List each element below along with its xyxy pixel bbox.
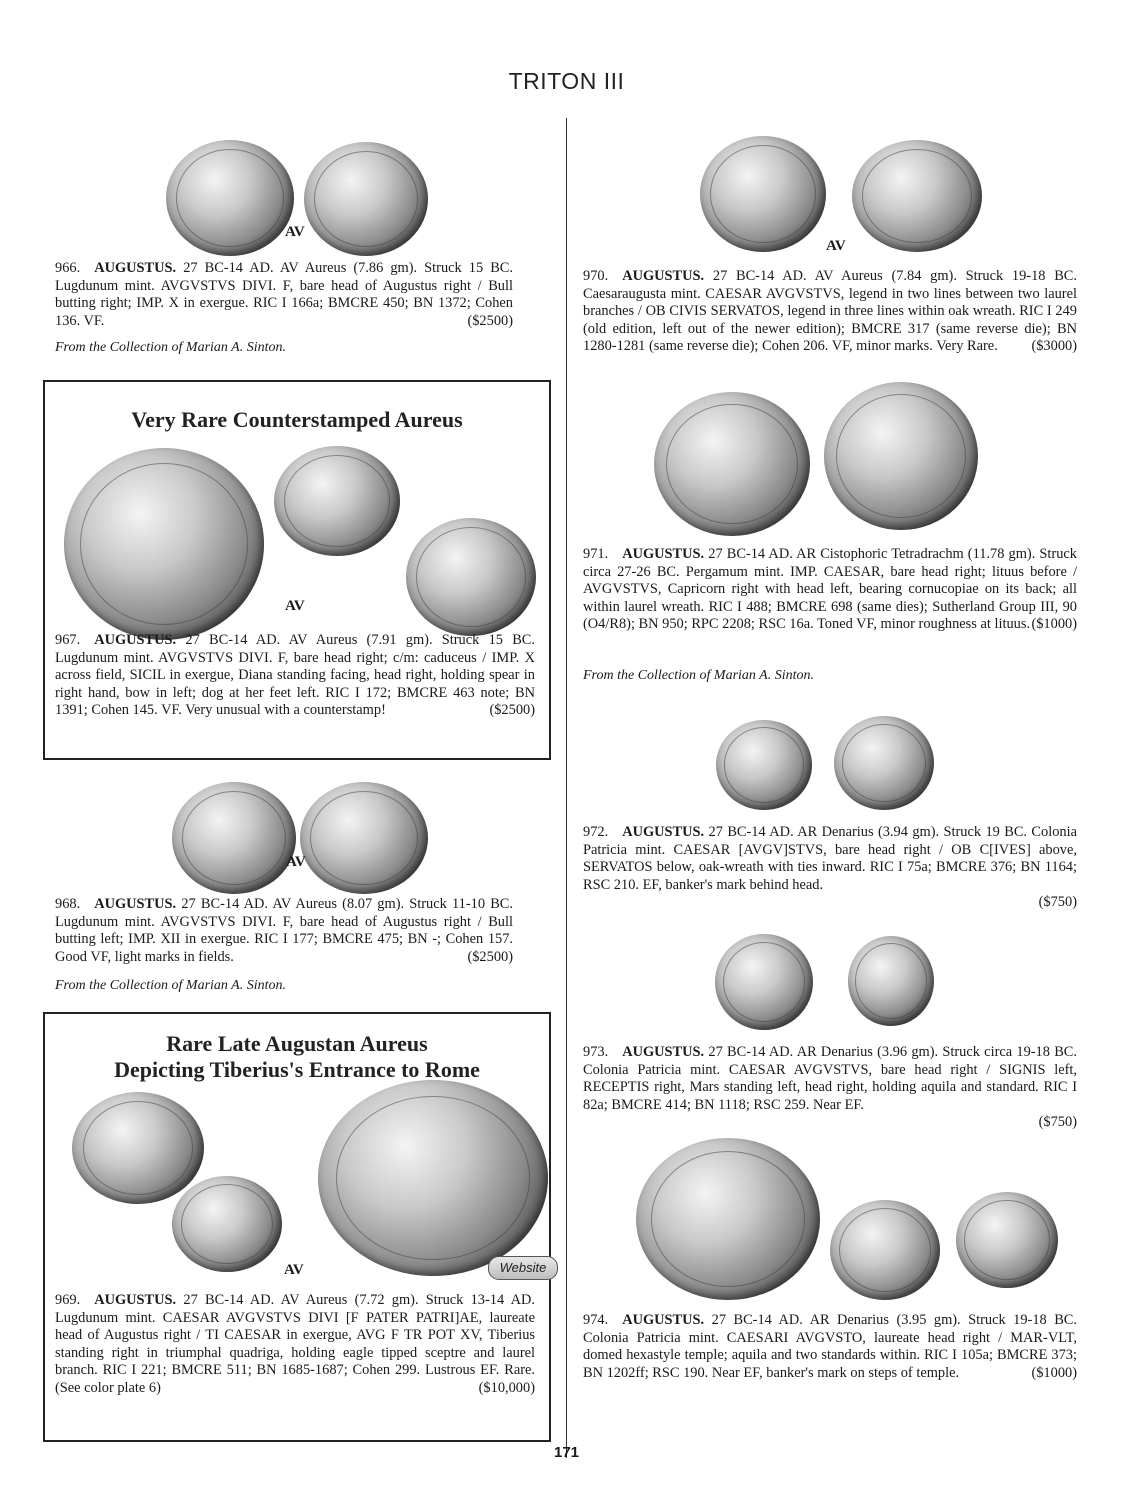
lot-price: ($2500) — [467, 312, 513, 329]
coin-973-reverse-image — [848, 936, 934, 1026]
coin-974-obverse-image — [830, 1200, 940, 1300]
coin-970-reverse-image — [852, 140, 982, 252]
lot-ruler: AUGUSTUS. — [622, 546, 705, 562]
lot-974-description — [583, 1312, 1077, 1382]
coin-970-obverse-image — [700, 136, 826, 252]
lot-ruler: AUGUSTUS. — [622, 1312, 705, 1328]
lot-number: 971. — [583, 546, 609, 562]
coin-972-reverse-image — [834, 716, 934, 810]
lot-number: 969. — [55, 1292, 81, 1308]
coin-971-obverse-image — [654, 392, 810, 536]
lot-966-description — [55, 260, 513, 330]
coin-969-obverse-image — [72, 1092, 204, 1204]
page-header-title: TRITON III — [508, 68, 625, 94]
lot-ruler: AUGUSTUS. — [94, 260, 177, 276]
lot-ruler: AUGUSTUS. — [622, 824, 705, 840]
lot-ruler: AUGUSTUS. — [622, 268, 705, 284]
lot-number: 974. — [583, 1312, 609, 1328]
lot-text: 27 BC-14 AD. AR Denarius (3.96 gm). Struck circa 19-18 BC. Colonia Patricia mint. CAESAR AVGVSTVS, bare head right / SIGNIS left, RECEPTIS right, Mars standing left, head right, holding aquila and standard. RIC I 82a; BMCRE 414; BN 1118; RSC 259. Near EF. — [583, 1044, 1077, 1113]
coin-967-obverse-image — [274, 446, 400, 556]
coin-974-obverse-large-image — [636, 1138, 820, 1300]
lot-price: ($2500) — [467, 948, 513, 965]
lot-ruler: AUGUSTUS. — [622, 1044, 705, 1060]
coin-966-reverse-image — [304, 142, 428, 256]
metal-label-968: AV — [286, 854, 306, 870]
website-badge[interactable]: Website — [488, 1256, 558, 1280]
lot-number: 973. — [583, 1044, 609, 1060]
box-title-969-line2: Depicting Tiberius's Entrance to Rome — [114, 1057, 480, 1082]
metal-label-967: AV — [285, 598, 305, 614]
lot-968-provenance: From the Collection of Marian A. Sinton. — [55, 978, 286, 993]
lot-text: 27 BC-14 AD. AR Denarius (3.95 gm). Struck 19-18 BC. Colonia Patricia mint. CAESARI AVGVSTO, laureate head right / MAR-VLT, domed hexastyle temple; aquila and two standards within. RIC I 105a; BMCRE 373; BN 1202ff; RSC 190. Near EF, banker's mark on steps of temple. — [583, 1312, 1077, 1381]
lot-text: 27 BC-14 AD. AR Cistophoric Tetradrachm (11.78 gm). Struck circa 27-26 BC. Pergamum mint. IMP. CAESAR, bare head right; lituus before / AVGVSTVS, Capricorn right with head left, bearing cornucopiae on its back; all within laurel wreath. RIC I 488; BMCRE 698 (same dies); Sutherland Group III, 90 (O4/R8); BN 950; RPC 2208; RSC 16a. Toned VF, minor roughness at lituus. — [583, 546, 1077, 633]
coin-966-obverse-image — [166, 140, 294, 256]
coin-968-obverse-image — [172, 782, 296, 894]
lot-text: 27 BC-14 AD. AV Aureus (7.84 gm). Struck 19-18 BC. Caesaraugusta mint. CAESAR AVGVSTVS, legend in two lines between two laurel branches / OB CIVIS SERVATOS, legend in three lines within oak wreath. RIC I 249 (old edition, left out of the newer edition); BMCRE 317 (same reverse die); BN 1280-1281 (same reverse die); Cohen 206. VF, minor marks. Very Rare. — [583, 268, 1077, 355]
lot-number: 967. — [55, 632, 81, 648]
lot-price: ($2500) — [489, 702, 535, 719]
coin-973-obverse-image — [715, 934, 813, 1030]
lot-969-description — [55, 1292, 535, 1398]
lot-971-description — [583, 546, 1077, 634]
column-divider — [566, 118, 567, 1458]
coin-969-reverse-small-image — [172, 1176, 282, 1272]
coin-974-reverse-image — [956, 1192, 1058, 1288]
coin-971-reverse-image — [824, 382, 978, 530]
metal-label-966: AV — [285, 224, 305, 240]
lot-price: ($750) — [1038, 1114, 1077, 1131]
lot-price: ($10,000) — [478, 1379, 535, 1396]
lot-text: 27 BC-14 AD. AV Aureus (7.72 gm). Struck 13-14 AD. Lugdunum mint. CAESAR AVGVSTVS DIVI [F PATER PATRI]AE, laureate head of Augustus right / TI CAESAR in exergue, AVG F TR POT XV, Tiberius standing right in triumphal quadriga, holding eagle tipped sceptre and laurel branch. RIC I 221; BMCRE 511; BN 1685-1687; Cohen 299. Lustrous EF. Rare. (See color plate 6) — [55, 1292, 535, 1396]
lot-973-description — [583, 1044, 1077, 1132]
lot-971-provenance: From the Collection of Marian A. Sinton. — [583, 668, 814, 683]
lot-ruler: AUGUSTUS. — [94, 896, 177, 912]
coin-969-reverse-large-image — [318, 1080, 548, 1276]
lot-number: 966. — [55, 260, 81, 276]
lot-price: ($750) — [1038, 894, 1077, 911]
lot-text: 27 BC-14 AD. AV Aureus (7.91 gm). Struck 15 BC. Lugdunum mint. AVGVSTVS DIVI. F, bare head right; c/m: caduceus / IMP. X across field, SICIL in exergue, Diana standing facing, head right, holding spear in right hand, bow in left; dog at her feet left. RIC I 172; BMCRE 463 note; BN 1391; Cohen 145. VF. Very unusual with a counterstamp! — [55, 632, 535, 719]
coin-967-reverse-image — [406, 518, 536, 636]
lot-price: ($3000) — [1031, 338, 1077, 355]
lot-ruler: AUGUSTUS. — [94, 632, 177, 648]
lot-number: 972. — [583, 824, 609, 840]
page-number: 171 — [553, 1444, 580, 1461]
coin-967-obverse-large-image — [64, 448, 264, 640]
lot-price: ($1000) — [1031, 1364, 1077, 1381]
lot-972-description — [583, 824, 1077, 912]
coin-968-reverse-image — [300, 782, 428, 894]
coin-972-obverse-image — [716, 720, 812, 810]
lot-text: 27 BC-14 AD. AV Aureus (8.07 gm). Struck 11-10 BC. Lugdunum mint. AVGVSTVS DIVI. F, bare head of Augustus right / Bull butting left; IMP. XII in exergue. RIC I 177; BMCRE 475; BN -; Cohen 157. Good VF, light marks in fields. — [55, 896, 513, 965]
metal-label-969: AV — [284, 1262, 304, 1278]
lot-text: 27 BC-14 AD. AR Denarius (3.94 gm). Struck 19 BC. Colonia Patricia mint. CAESAR [AVGV]STVS, bare head right / OB C[IVES] above, SERVATOS below, oak-wreath with ties inward. RIC I 75a; BMCRE 376; BN 1164; RSC 210. EF, banker's mark behind head. — [583, 824, 1077, 893]
lot-970-description — [583, 268, 1077, 356]
lot-price: ($1000) — [1031, 616, 1077, 633]
lot-967-description — [55, 632, 535, 720]
lot-966-provenance: From the Collection of Marian A. Sinton. — [55, 340, 286, 355]
box-title-969-line1: Rare Late Augustan Aureus — [166, 1031, 428, 1056]
lot-number: 970. — [583, 268, 609, 284]
lot-ruler: AUGUSTUS. — [94, 1292, 177, 1308]
lot-number: 968. — [55, 896, 81, 912]
lot-968-description — [55, 896, 513, 966]
box-title-967: Very Rare Counterstamped Aureus — [131, 407, 463, 432]
lot-text: 27 BC-14 AD. AV Aureus (7.86 gm). Struck 15 BC. Lugdunum mint. AVGVSTVS DIVI. F, bare head of Augustus right / Bull butting right; IMP. X in exergue. RIC I 166a; BMCRE 450; BN 1372; Cohen 136. VF. — [55, 260, 513, 329]
metal-label-970: AV — [826, 238, 846, 254]
